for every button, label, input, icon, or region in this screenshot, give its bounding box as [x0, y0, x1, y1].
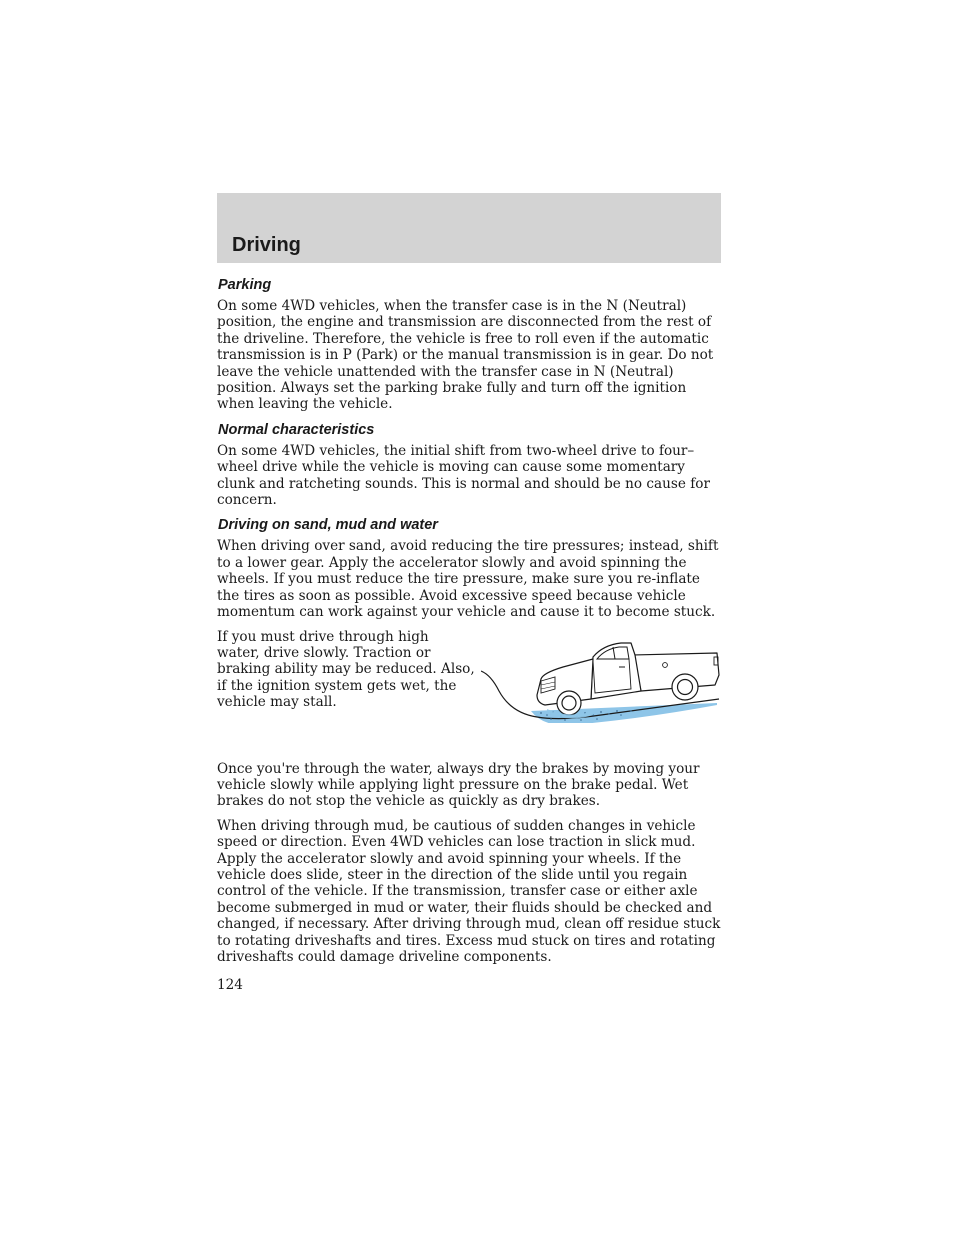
page-content: [217, 276, 721, 993]
paragraph-dry-brakes: Once you're through the water, always dry the brakes by moving your vehicle slowly while applying light pressure on the brake pedal. Wet brakes do not stop the vehicle as quickly as dry brakes.: [217, 760, 700, 810]
paragraph-sand: When driving over sand, avoid reducing the tire pressures; instead, shift to a lower gear. Apply the accelerator slowly and avoid spinning the wheels. If you must reduce the tire pressure, make sure you re-inflate the tires as soon as possible. Avoid excessive speed because vehicle momentum can work against your vehicle and cause it to become stuck.: [217, 538, 719, 621]
page-number: 124: [217, 977, 243, 994]
heading-normal-characteristics: Normal characteristics: [218, 421, 375, 438]
paragraph-parking: On some 4WD vehicles, when the transfer case is in the N (Neutral) position, the engine and transmission are disconnected from the rest of the driveline. Therefore, the vehicle is free to roll even if the automatic transmission is in P (Park) or the manual transmission is in gear. Do not leave the vehicle unattended with the transfer case in N (Neutral) position. Always set the parking brake fully and turn off the ignition when leaving the vehicle.: [217, 298, 714, 413]
section-header-band: [217, 193, 721, 263]
heading-parking: Parking: [218, 277, 272, 293]
paragraph-mud: When driving through mud, be cautious of sudden changes in vehicle speed or direction. Even 4WD vehicles can lose traction in slick mud. Apply the accelerator slowly and avoid spinning your wheels. If the vehicle does slide, steer in the direction of the slide until you regain control of the vehicle. If the transmission, transfer case or either axle become submerged in mud or water, their fluids should be checked and changed, if necessary. After driving through mud, clean off residue stuck to rotating driveshafts and tires. Excess mud stuck on tires and rotating driveshafts could damage driveline components.: [217, 817, 721, 965]
paragraph-normal-characteristics: On some 4WD vehicles, the initial shift from two-wheel drive to four–wheel drive while the vehicle is moving can cause some momentary clunk and ratcheting sounds. This is normal and should be no cause for concern.: [217, 442, 710, 509]
truck-in-water-icon: [481, 641, 723, 723]
high-water-figure-row: [217, 629, 721, 751]
paragraph-high-water: If you must drive through high water, drive slowly. Traction or braking ability may be reduced. Also, if the ignition system gets wet, the vehicle may stall.: [217, 628, 475, 711]
heading-driving-sand-mud-water: Driving on sand, mud and water: [218, 517, 438, 534]
page-title: Driving: [232, 234, 301, 256]
